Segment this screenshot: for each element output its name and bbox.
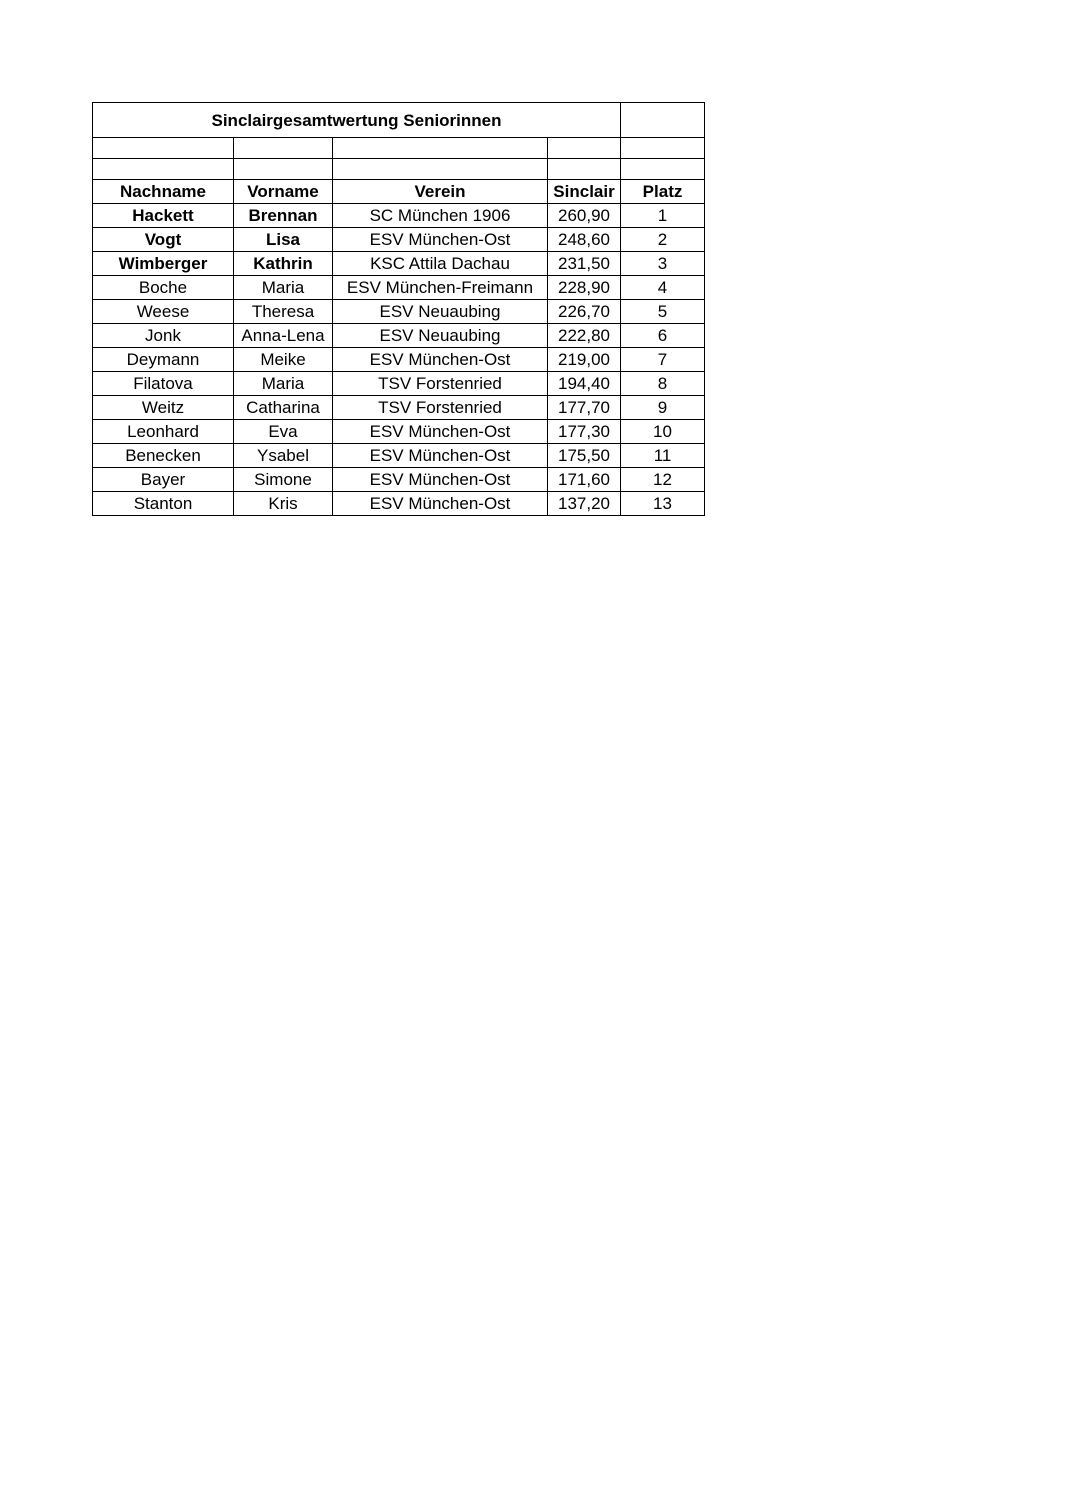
cell-verein: ESV München-Ost	[333, 468, 548, 492]
cell-vorname: Brennan	[234, 204, 333, 228]
empty-cell	[621, 103, 705, 138]
cell-vorname: Ysabel	[234, 444, 333, 468]
cell-nachname: Stanton	[93, 492, 234, 516]
cell-sinclair: 231,50	[548, 252, 621, 276]
cell-verein: ESV Neuaubing	[333, 324, 548, 348]
cell-nachname: Deymann	[93, 348, 234, 372]
cell-sinclair: 222,80	[548, 324, 621, 348]
header-row	[93, 180, 705, 204]
cell-nachname: Jonk	[93, 324, 234, 348]
header-platz: Platz	[621, 180, 705, 204]
cell-verein: TSV Forstenried	[333, 372, 548, 396]
empty-cell	[333, 159, 548, 180]
empty-cell	[621, 159, 705, 180]
title-row	[93, 103, 705, 138]
cell-platz: 3	[621, 252, 705, 276]
cell-sinclair: 171,60	[548, 468, 621, 492]
empty-cell	[93, 159, 234, 180]
cell-platz: 7	[621, 348, 705, 372]
cell-platz: 13	[621, 492, 705, 516]
cell-vorname: Meike	[234, 348, 333, 372]
cell-nachname: Vogt	[93, 228, 234, 252]
header-vorname: Vorname	[234, 180, 333, 204]
cell-verein: ESV München-Ost	[333, 444, 548, 468]
cell-nachname: Benecken	[93, 444, 234, 468]
cell-sinclair: 177,70	[548, 396, 621, 420]
cell-platz: 4	[621, 276, 705, 300]
cell-sinclair: 248,60	[548, 228, 621, 252]
cell-vorname: Anna-Lena	[234, 324, 333, 348]
table-row	[93, 468, 705, 492]
cell-verein: ESV München-Ost	[333, 420, 548, 444]
table-row	[93, 276, 705, 300]
cell-vorname: Maria	[234, 372, 333, 396]
cell-nachname: Wimberger	[93, 252, 234, 276]
table-row	[93, 492, 705, 516]
empty-cell	[548, 159, 621, 180]
cell-platz: 1	[621, 204, 705, 228]
cell-platz: 9	[621, 396, 705, 420]
blank-row	[93, 159, 705, 180]
table-row	[93, 372, 705, 396]
cell-nachname: Hackett	[93, 204, 234, 228]
cell-vorname: Simone	[234, 468, 333, 492]
header-verein: Verein	[333, 180, 548, 204]
table-row	[93, 324, 705, 348]
cell-platz: 10	[621, 420, 705, 444]
cell-nachname: Filatova	[93, 372, 234, 396]
header-nachname: Nachname	[93, 180, 234, 204]
cell-verein: ESV München-Ost	[333, 228, 548, 252]
empty-cell	[621, 138, 705, 159]
cell-sinclair: 228,90	[548, 276, 621, 300]
results-table	[92, 102, 705, 516]
cell-platz: 11	[621, 444, 705, 468]
empty-cell	[93, 138, 234, 159]
cell-sinclair: 194,40	[548, 372, 621, 396]
cell-verein: KSC Attila Dachau	[333, 252, 548, 276]
cell-vorname: Catharina	[234, 396, 333, 420]
blank-row	[93, 138, 705, 159]
cell-vorname: Lisa	[234, 228, 333, 252]
cell-nachname: Weitz	[93, 396, 234, 420]
table-row	[93, 420, 705, 444]
cell-sinclair: 219,00	[548, 348, 621, 372]
cell-verein: ESV München-Freimann	[333, 276, 548, 300]
cell-vorname: Kathrin	[234, 252, 333, 276]
cell-nachname: Weese	[93, 300, 234, 324]
cell-nachname: Leonhard	[93, 420, 234, 444]
cell-verein: ESV Neuaubing	[333, 300, 548, 324]
cell-verein: ESV München-Ost	[333, 348, 548, 372]
table-row	[93, 228, 705, 252]
cell-sinclair: 177,30	[548, 420, 621, 444]
empty-cell	[234, 159, 333, 180]
cell-platz: 8	[621, 372, 705, 396]
cell-sinclair: 260,90	[548, 204, 621, 228]
empty-cell	[333, 138, 548, 159]
cell-platz: 2	[621, 228, 705, 252]
empty-cell	[234, 138, 333, 159]
cell-verein: TSV Forstenried	[333, 396, 548, 420]
cell-platz: 6	[621, 324, 705, 348]
cell-sinclair: 137,20	[548, 492, 621, 516]
cell-vorname: Maria	[234, 276, 333, 300]
cell-sinclair: 175,50	[548, 444, 621, 468]
cell-vorname: Kris	[234, 492, 333, 516]
cell-platz: 5	[621, 300, 705, 324]
cell-platz: 12	[621, 468, 705, 492]
cell-nachname: Boche	[93, 276, 234, 300]
empty-cell	[548, 138, 621, 159]
table-row	[93, 348, 705, 372]
table-row	[93, 396, 705, 420]
table-row	[93, 444, 705, 468]
table-row	[93, 300, 705, 324]
table-row	[93, 204, 705, 228]
cell-vorname: Eva	[234, 420, 333, 444]
table-row	[93, 252, 705, 276]
cell-vorname: Theresa	[234, 300, 333, 324]
cell-verein: SC München 1906	[333, 204, 548, 228]
cell-nachname: Bayer	[93, 468, 234, 492]
cell-verein: ESV München-Ost	[333, 492, 548, 516]
cell-sinclair: 226,70	[548, 300, 621, 324]
header-sinclair: Sinclair	[548, 180, 621, 204]
page-title: Sinclairgesamtwertung Seniorinnen	[93, 103, 621, 138]
